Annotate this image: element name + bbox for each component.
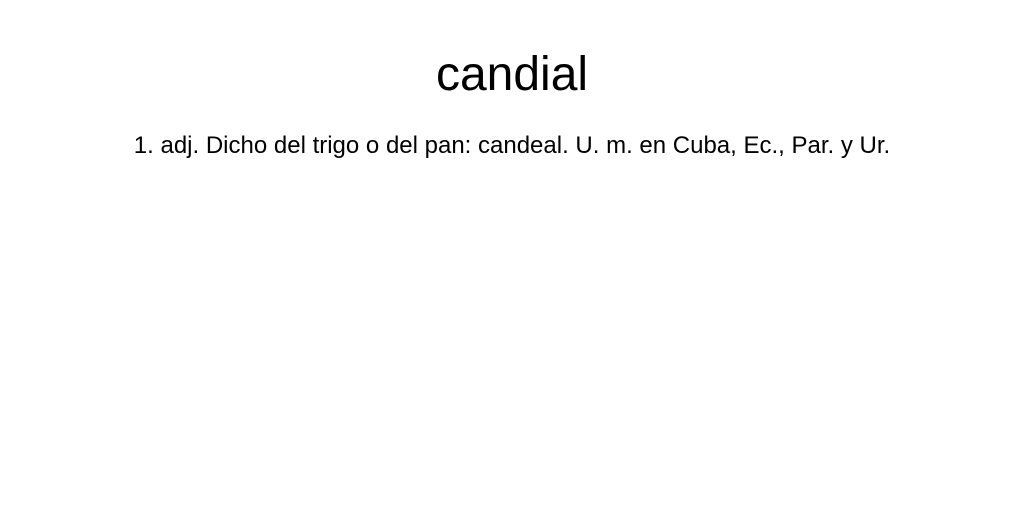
- entry-definition: 1. adj. Dicho del trigo o del pan: candeal. U. m. en Cuba, Ec., Par. y Ur.: [133, 132, 891, 159]
- entry-headword: candial: [435, 48, 589, 101]
